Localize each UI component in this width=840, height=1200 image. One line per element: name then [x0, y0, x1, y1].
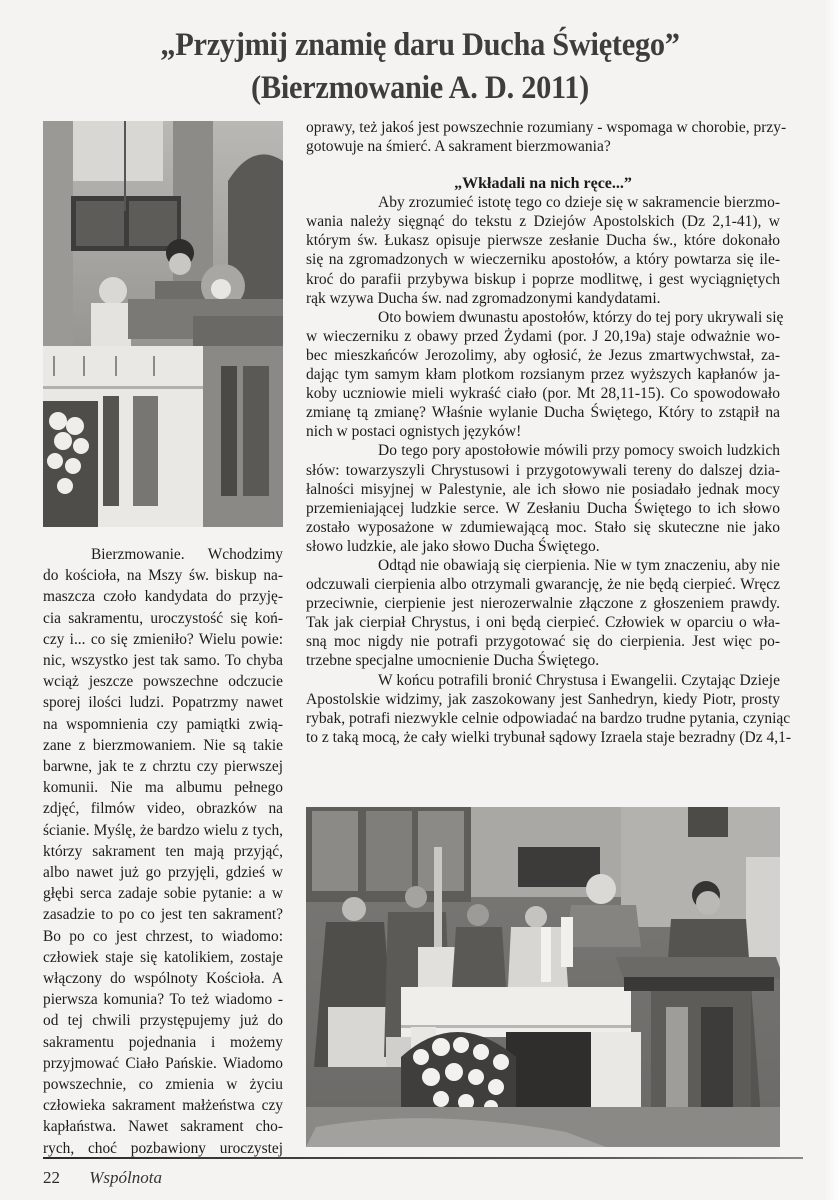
text-line: gotowuje na śmierć. A sakrament bierzmowania? — [306, 138, 611, 156]
text-line: powszechnie, co zmienia w życiu — [43, 1076, 283, 1094]
paragraph — [306, 308, 784, 442]
text-line: cia sakramentu, uroczystość się koń- — [43, 609, 283, 627]
text-line: ścianie. Myślę, że bardzo wielu z tych, — [43, 821, 283, 839]
text-line: komunii. Nie ma albumu pełnego — [43, 779, 283, 797]
text-line: to z taką mocą, że cały wielki trybunał sądowy Izraela staje bezradny (Dz 4,1- — [306, 728, 792, 746]
text-line: bec mieszkańców Jerozolimy, aby ogłosić, że Jezus zmartwychwstał, za- — [306, 346, 780, 364]
text-line: koby uczniowie mieli wykraść ciało (por. Mt 28,11-15). Co spowodowało — [306, 385, 780, 403]
text-line: włączony do wspólnoty Kościoła. A — [43, 970, 283, 988]
photo-confirmation-mass-image — [306, 807, 780, 1147]
page-footer — [43, 1168, 162, 1188]
text-line: odczuwali cierpienia albo otrzymali gwarancję, że nie będą cierpieć. Wręcz — [306, 576, 780, 594]
article-title: „Przyjmij znamię daru Ducha Świętego” — [160, 27, 680, 64]
text-line: czy i... co się zmieniło? Wielu powie: — [43, 630, 283, 648]
text-line: którym św. Łukasz opisuje pierwsze zesłanie Ducha św., które dokonało — [306, 232, 780, 250]
text-line: Bo po co jest chrzest, to wiadomo: — [43, 927, 283, 945]
paragraph — [306, 441, 780, 556]
text-line: sakramentu pojednania i możemy — [43, 1033, 283, 1051]
page-number: 22 — [43, 1168, 60, 1187]
text-line: się na zgromadzonych w wieczerniku apostołów, a który powtarza się ile- — [306, 251, 780, 269]
paragraph — [306, 671, 792, 747]
text-line: głębi serca zadaje sobie pytanie: a w — [43, 885, 283, 903]
text-line: Apostolskie widzimy, jak zaszokowany jest Sanhedryn, kiedy Piotr, prosty — [306, 690, 780, 708]
text-line: przyjmować Ciało Pańskie. Wiadomo — [43, 1054, 283, 1072]
paragraph — [306, 193, 780, 308]
text-line: maszcza czoło kandydata do przyję- — [43, 588, 283, 606]
text-line: przeciwnie, cierpienie jest nierozerwalnie złączone z głoszeniem prawdy. — [306, 595, 780, 613]
text-line: do kościoła, na Mszy św. biskup na- — [43, 567, 283, 585]
text-line: na wspomnienia czy pamiątki zwią- — [43, 715, 283, 733]
text-line: dając tym samym kłam plotkom rozsianym przez wyższych kapłanów ja- — [306, 366, 780, 384]
text-line: człowiek staje się katolikiem, zostaje — [43, 948, 283, 966]
text-line: człowieka sakrament małżeństwa czy — [43, 1097, 283, 1115]
text-line: nich w postaci ognistych języków! — [306, 423, 522, 441]
text-line: nic, wszystko jest tak samo. To chyba — [43, 652, 283, 670]
text-line: Do tego pory apostołowie mówili przy pomocy swoich ludzkich — [378, 442, 780, 460]
footer-divider — [43, 1157, 803, 1159]
text-line: łalności misyjnej w Palestynie, ale ich słowo nie posiadało jednak mocy — [306, 480, 780, 498]
text-line: którzy sakrament ten mają przyjąć, — [43, 842, 283, 860]
text-line: Bierzmowanie. Wchodzimy — [91, 546, 283, 563]
page-edge-shadow — [824, 0, 840, 1200]
section-subheading: „Wkładali na nich ręce...” — [454, 175, 632, 193]
text-line: rybak, potrafi niezwykle celnie odpowiadać na bardzo trudne pytania, czyniąc — [306, 709, 791, 727]
text-line: rych, choć pozbawiony uroczystej — [43, 1139, 283, 1157]
text-line: pierwsza komunia? To też wiadomo - — [43, 991, 283, 1009]
text-line: słów: towarzyszyli Chrystusowi i przygotowywali tereny do dalszej dzia- — [306, 461, 780, 479]
paragraph — [306, 556, 780, 671]
text-line: Aby zrozumieć istotę tego co dzieje się w sakramencie bierzmo- — [378, 194, 780, 212]
text-line: zostało wyposażone w zdumiewającą moc. Stało się skuteczne nie jako — [306, 518, 780, 536]
text-line: kapłaństwa. Nawet sakrament cho- — [43, 1118, 283, 1136]
photo-altar-left — [43, 121, 283, 527]
left-column-text — [43, 544, 283, 1159]
text-line: oprawy, też jakoś jest powszechnie rozumiany - wspomaga w chorobie, przy- — [306, 119, 787, 136]
text-line: wciąż jeszcze powszechne odczucie — [43, 673, 283, 691]
photo-confirmation-mass — [306, 807, 780, 1147]
text-line: sną moc nigdy nie potrafi przygotować się do cierpienia. Jest więc po- — [306, 633, 780, 651]
text-line: zane z bierzmowaniem. Nie są takie — [43, 736, 283, 754]
right-column-text — [306, 118, 792, 747]
text-line: od tej chwili przystępujemy już do — [43, 1012, 283, 1030]
text-line: trzebne specjalne umocnienie Ducha Świętego. — [306, 652, 600, 670]
text-line: w wieczerniku z obawy przed Żydami (por. J 20,19a) staje odważnie wo- — [306, 327, 780, 345]
text-line: zdjęć, filmów video, obrazków na — [43, 800, 283, 818]
photo-altar-left-image — [43, 121, 283, 527]
text-line: Odtąd nie obawiają się cierpienia. Nie w tym znaczeniu, aby nie — [378, 556, 780, 574]
text-line: Oto bowiem dwunastu apostołów, którzy do tej pory ukrywali się — [378, 308, 784, 326]
text-line: zasadzie to po co jest ten sakrament? — [43, 906, 283, 924]
text-line: barwne, jak te z chrztu czy pierwszej — [43, 758, 283, 776]
text-line: sporej ilości ludzi. Popatrzmy nawet — [43, 694, 283, 712]
text-line: zmianę tą zmianę? Właśnie wylanie Ducha Świętego, Który to zstąpił na — [306, 404, 780, 422]
magazine-name: Wspólnota — [89, 1168, 162, 1187]
article-subtitle: (Bierzmowanie A. D. 2011) — [251, 70, 589, 107]
text-line: wania należy sięgnąć do tekstu z Dziejów Apostolskich (Dz 2,1-41), w — [306, 213, 780, 231]
text-line: rąk wzywa Ducha św. nad zgromadzonymi kandydatami. — [306, 289, 661, 307]
text-line: przemieniającej ludzkie serce. W Zesłaniu Ducha Świętego to ich słowo — [306, 499, 780, 517]
text-line: kroć do parafii przybywa biskup i poprze modlitwę, i gest wyciągniętych — [306, 270, 780, 288]
text-line: albo nawet już go przyjęli, gdzieś w — [43, 864, 283, 882]
text-line: słowo ludzkie, ale jako słowo Ducha Świętego. — [306, 537, 600, 555]
text-line: W końcu potrafili bronić Chrystusa i Ewangelii. Czytając Dzieje — [378, 671, 780, 689]
text-line: Tak jak cierpiał Chrystus, i oni będą cierpieć. Człowiek w oparciu o wła- — [306, 614, 780, 632]
